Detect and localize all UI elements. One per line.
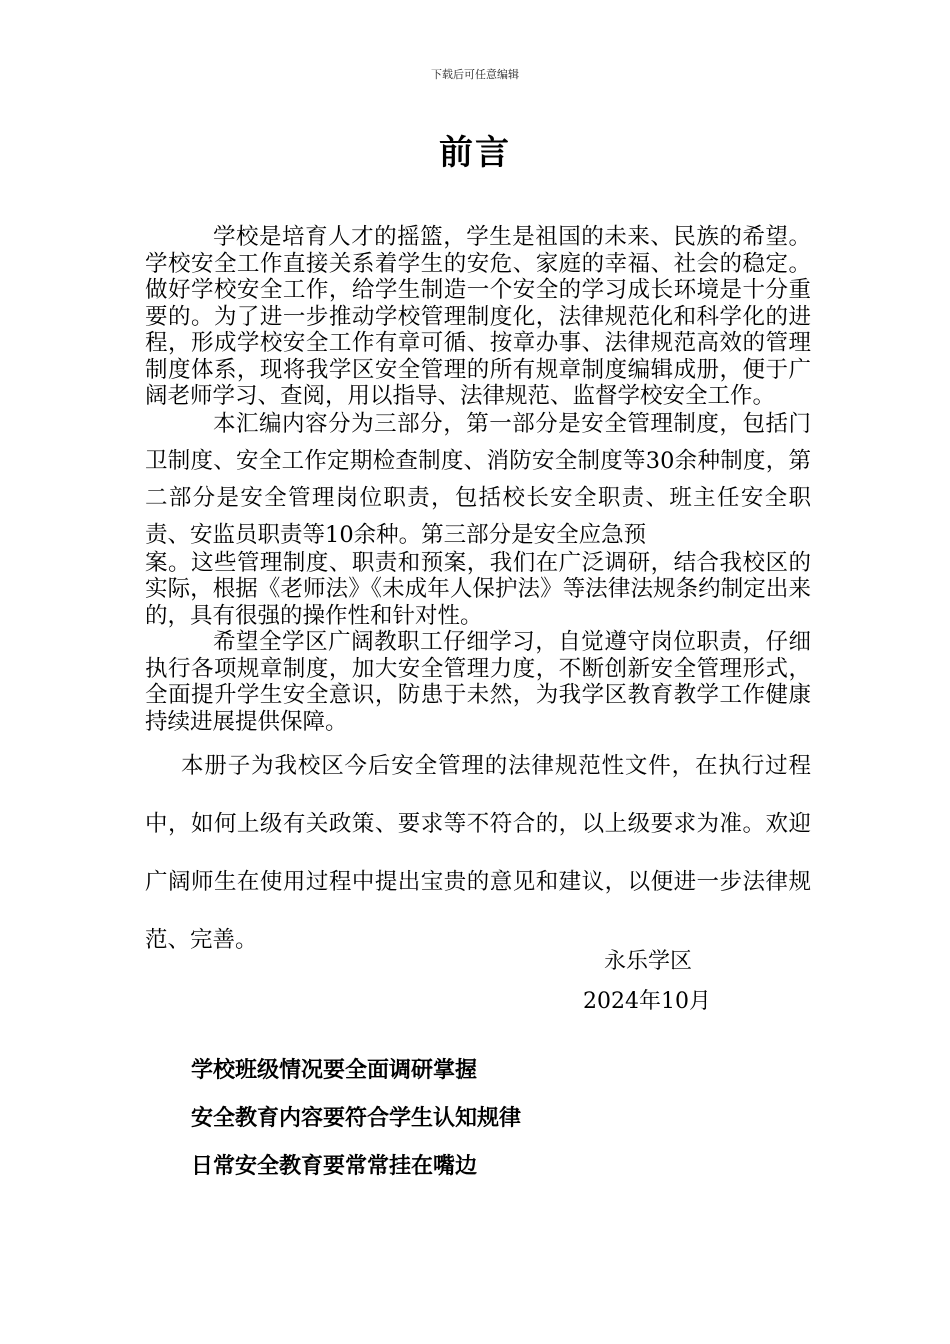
section-headings xyxy=(191,1055,521,1199)
paragraph-3: 希望全学区广阔教职工仔细学习，自觉遵守岗位职责，仔细执行各项规章制度，加大安全管理力度，不断创新安全管理形式，全面提升学生安全意识，防患于未然，为我学区教育教学工作健康持续进展提供保障。 xyxy=(145,629,811,735)
header-note: 下载后可任意编辑 xyxy=(431,68,519,81)
signature-date: 2024年10月 xyxy=(583,989,711,1014)
heading-item: 学校班级情况要全面调研掌握 xyxy=(191,1058,478,1083)
signature-org: 永乐学区 xyxy=(604,949,693,974)
paragraph-1: 学校是培育人才的摇篮，学生是祖国的未来、民族的希望。学校安全工作直接关系着学生的安危、家庭的幸福、社会的稳定。做好学校安全工作，给学生制造一个安全的学习成长环境是十分重要的。为了进一步推动学校管理制度化，法律规范化和科学化的进程，形成学校安全工作有章可循、按章办事、法律规范高效的管理制度体系，现将我学区安全管理的所有规章制度编辑成册，便于广阔老师学习、查阅，用以指导、法律规范、监督学校安全工作。 xyxy=(145,224,811,409)
paragraph-4: 本册子为我校区今后安全管理的法律规范性文件，在执行过程中，如何上级有关政策、要求等不符合的，以上级要求为准。欢迎广阔师生在使用过程中提出宝贵的意见和建议，以便进一步法律规范、完善。 xyxy=(145,753,811,953)
paragraph-2b: 案。这些管理制度、职责和预案，我们在广泛调研，结合我校区的实际，根据《老师法》《未成年人保护法》等法律法规条约制定出来的，具有很强的操作性和针对性。 xyxy=(145,549,811,629)
heading-item: 安全教育内容要符合学生认知规律 xyxy=(191,1106,522,1131)
heading-item: 日常安全教育要常常挂在嘴边 xyxy=(191,1154,478,1179)
preface-body xyxy=(145,224,811,969)
page-title: 前言 xyxy=(439,133,511,173)
paragraph-2a: 本汇编内容分为三部分，第一部分是安全管理制度，包括门卫制度、安全工作定期检查制度、消防安全制度等30余种制度，第二部分是安全管理岗位职责，包括校长安全职责、班主任安全职责、安监员职责等10余种。第三部分是安全应急预 xyxy=(145,410,811,548)
